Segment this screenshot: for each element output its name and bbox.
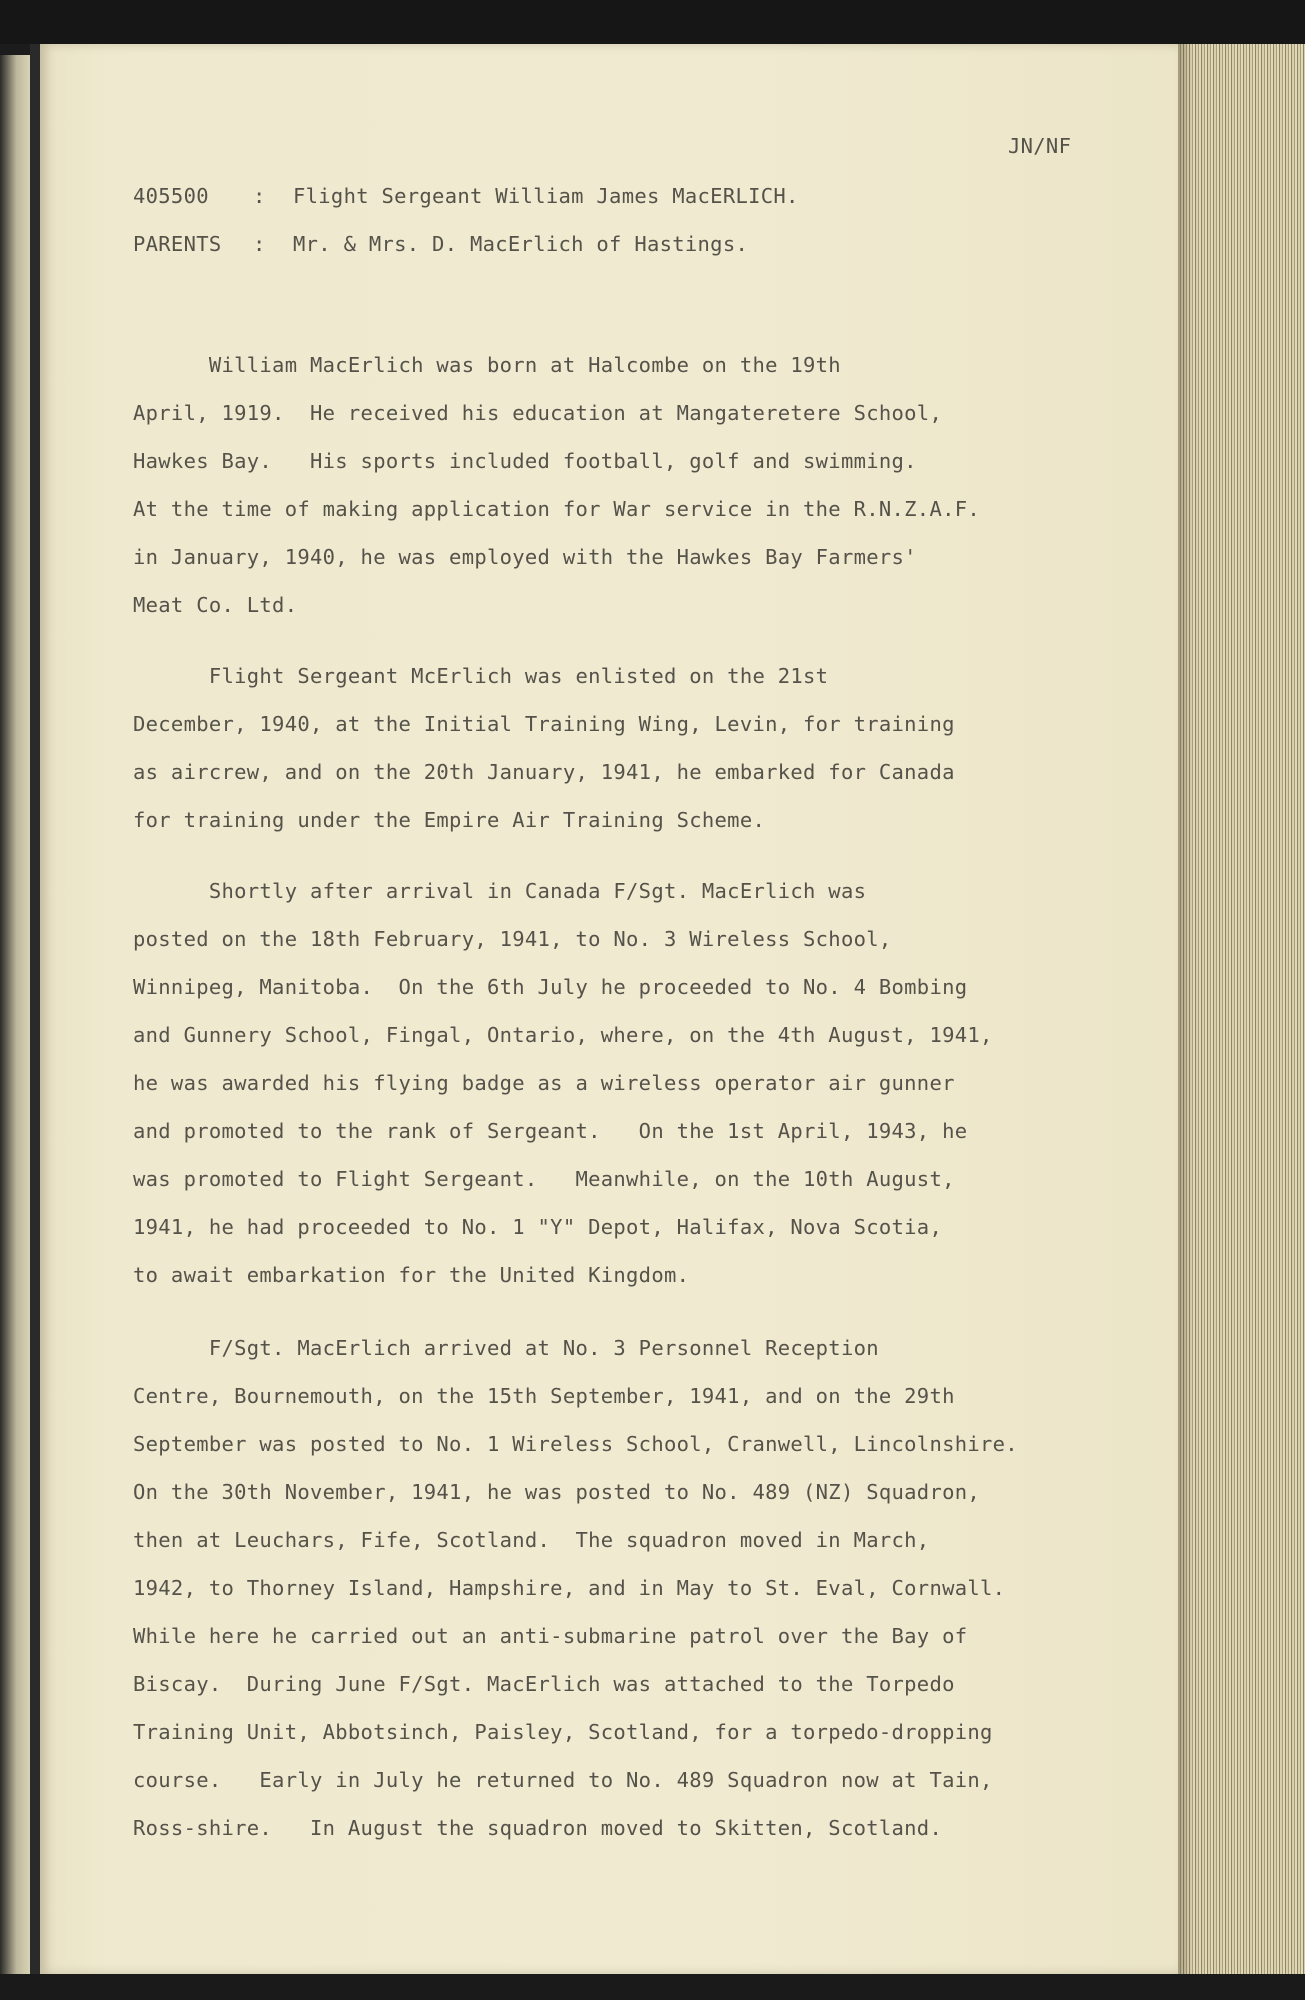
separator: : [253, 184, 266, 208]
text-line: April, 1919. He received his education at Mangateretere School, [133, 401, 943, 425]
text-line: On the 30th November, 1941, he was posted to No. 489 (NZ) Squadron, [133, 1480, 981, 1504]
text-line: course. Early in July he returned to No. 489 Squadron now at Tain, [133, 1768, 993, 1792]
header-service-row [133, 184, 799, 208]
parents-label: PARENTS [133, 232, 222, 256]
binding-gutter [30, 44, 40, 1994]
page-stack-edge [1178, 44, 1305, 1974]
text-line: Centre, Bournemouth, on the 15th September, 1941, and on the 29th [133, 1384, 955, 1408]
text-line: F/Sgt. MacErlich arrived at No. 3 Personnel Reception [133, 1336, 879, 1360]
header-parents-row [133, 232, 748, 256]
text-line: he was awarded his flying badge as a wireless operator air gunner [133, 1071, 955, 1095]
text-line: Shortly after arrival in Canada F/Sgt. MacErlich was [133, 879, 867, 903]
text-line: At the time of making application for War service in the R.N.Z.A.F. [133, 497, 981, 521]
text-line: then at Leuchars, Fife, Scotland. The squadron moved in March, [133, 1528, 930, 1552]
text-line: September was posted to No. 1 Wireless School, Cranwell, Lincolnshire. [133, 1432, 1018, 1456]
previous-page-edge [0, 55, 30, 1985]
text-line: William MacErlich was born at Halcombe on the 19th [133, 353, 841, 377]
text-line: Training Unit, Abbotsinch, Paisley, Scotland, for a torpedo-dropping [133, 1720, 993, 1744]
text-line: and promoted to the rank of Sergeant. On the 1st April, 1943, he [133, 1119, 968, 1143]
text-line: Flight Sergeant McErlich was enlisted on the 21st [133, 664, 829, 688]
text-line: December, 1940, at the Initial Training Wing, Levin, for training [133, 712, 955, 736]
text-line: 1942, to Thorney Island, Hampshire, and in May to St. Eval, Cornwall. [133, 1576, 1006, 1600]
background-bottom [0, 1974, 1305, 2000]
parents-value: Mr. & Mrs. D. MacErlich of Hastings. [293, 232, 749, 256]
page-stack-shadow [1178, 44, 1192, 1974]
text-line: Meat Co. Ltd. [133, 593, 298, 617]
text-line: for training under the Empire Air Training Scheme. [133, 808, 766, 832]
text-line: While here he carried out an anti-submarine patrol over the Bay of [133, 1624, 968, 1648]
text-line: posted on the 18th February, 1941, to No. 3 Wireless School, [133, 927, 892, 951]
service-number: 405500 [133, 184, 209, 208]
separator: : [253, 232, 266, 256]
person-name: Flight Sergeant William James MacERLICH. [293, 184, 799, 208]
text-line: Winnipeg, Manitoba. On the 6th July he proceeded to No. 4 Bombing [133, 975, 968, 999]
text-line: Ross-shire. In August the squadron moved to Skitten, Scotland. [133, 1816, 943, 1840]
text-line: Hawkes Bay. His sports included football, golf and swimming. [133, 449, 917, 473]
reference-code: JN/NF [1008, 134, 1072, 158]
text-line: in January, 1940, he was employed with the Hawkes Bay Farmers' [133, 545, 917, 569]
text-line: Biscay. During June F/Sgt. MacErlich was attached to the Torpedo [133, 1672, 955, 1696]
text-line: and Gunnery School, Fingal, Ontario, where, on the 4th August, 1941, [133, 1023, 993, 1047]
text-line: as aircrew, and on the 20th January, 1941, he embarked for Canada [133, 760, 955, 784]
text-line: was promoted to Flight Sergeant. Meanwhile, on the 10th August, [133, 1167, 955, 1191]
text-line: 1941, he had proceeded to No. 1 "Y" Depot, Halifax, Nova Scotia, [133, 1215, 943, 1239]
text-line: to await embarkation for the United Kingdom. [133, 1263, 690, 1287]
background-top [0, 0, 1305, 44]
